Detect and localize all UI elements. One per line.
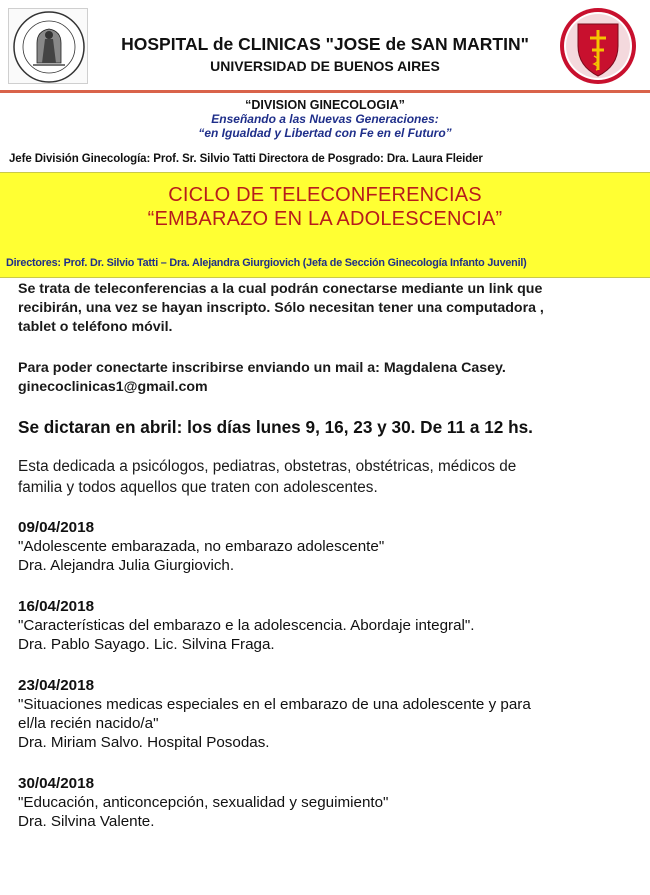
faculty-seal-logo: [8, 8, 88, 84]
banner-subtitle: “EMBARAZO EN LA ADOLESCENCIA”: [147, 208, 503, 230]
division-heads: Jefe División Ginecología: Prof. Sr. Silvio Tatti Directora de Posgrado: Dra. Laura Fleider: [9, 153, 483, 165]
session-date: 16/04/2018: [18, 598, 95, 615]
session-title: "Características del embarazo e la adolescencia. Abordaje integral".: [18, 617, 475, 634]
session-speaker: Dra. Pablo Sayago. Lic. Silvina Fraga.: [18, 636, 275, 653]
session-title: el/la recién nacido/a": [18, 715, 159, 732]
signup-line: Para poder conectarte inscribirse enviando un mail a: Magdalena Casey.: [18, 360, 506, 376]
audience-line: familia y todos aquellos que traten con adolescentes.: [18, 479, 378, 496]
session-item: [18, 597, 646, 655]
header-divider: [0, 90, 650, 93]
session-date: 30/04/2018: [18, 775, 95, 792]
signup-email: ginecoclinicas1@gmail.com: [18, 379, 208, 395]
intro-line: recibirán, una vez se hayan inscripto. Sólo necesitan tener una computadora ,: [18, 300, 544, 316]
session-date: 09/04/2018: [18, 519, 95, 536]
main-content: [18, 280, 646, 832]
audience-paragraph: [18, 456, 646, 498]
banner-title: CICLO DE TELECONFERENCIAS: [168, 184, 482, 206]
conference-banner: [0, 172, 650, 278]
audience-line: Esta dedicada a psicólogos, pediatras, obstetras, obstétricas, médicos de: [18, 458, 517, 475]
intro-line: tablet o teléfono móvil.: [18, 319, 173, 335]
session-date: 23/04/2018: [18, 677, 95, 694]
division-motto-line2: “en Igualdad y Libertad con Fe en el Futuro”: [198, 126, 452, 140]
session-speaker: Dra. Silvina Valente.: [18, 813, 155, 830]
session-speaker: Dra. Miriam Salvo. Hospital Posodas.: [18, 734, 270, 751]
session-item: [18, 518, 646, 576]
hospital-title: HOSPITAL de CLINICAS "JOSE de SAN MARTIN": [121, 34, 529, 54]
session-item: [18, 676, 646, 753]
session-item: [18, 774, 646, 832]
intro-paragraph: [18, 280, 646, 337]
banner-directors: Directores: Prof. Dr. Silvio Tatti – Dra. Alejandra Giurgiovich (Jefa de Sección Ginecología Infanto Juvenil): [6, 257, 527, 269]
session-speaker: Dra. Alejandra Julia Giurgiovich.: [18, 557, 235, 574]
hospital-shield-logo: [556, 6, 640, 86]
university-subtitle: UNIVERSIDAD DE BUENOS AIRES: [210, 58, 440, 74]
header: [0, 0, 650, 92]
schedule-line: Se dictaran en abril: los días lunes 9, 16, 23 y 30. De 11 a 12 hs.: [18, 417, 533, 437]
division-title: “DIVISION GINECOLOGIA”: [245, 98, 405, 112]
division-block: [0, 98, 650, 140]
session-title: "Educación, anticoncepción, sexualidad y seguimiento": [18, 794, 389, 811]
intro-line: Se trata de teleconferencias a la cual podrán conectarse mediante un link que: [18, 281, 543, 297]
session-title: "Adolescente embarazada, no embarazo adolescente": [18, 538, 385, 555]
division-motto-line1: Enseñando a las Nuevas Generaciones:: [211, 112, 439, 126]
signup-paragraph: [18, 359, 646, 397]
session-title: "Situaciones medicas especiales en el embarazo de una adolescente y para: [18, 696, 531, 713]
